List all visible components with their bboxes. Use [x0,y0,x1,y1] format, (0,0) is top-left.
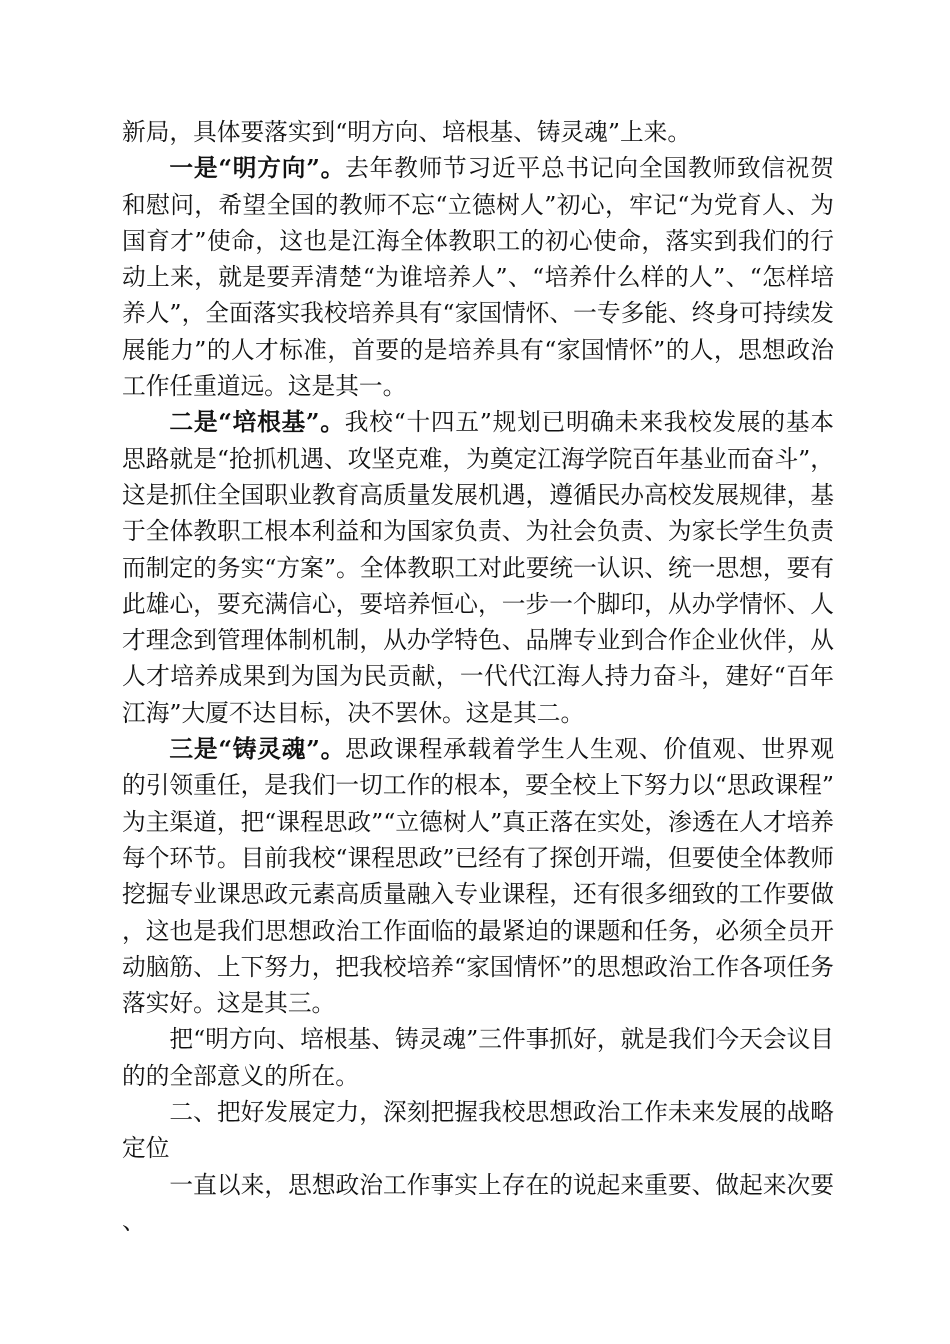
paragraph-text: 新局，具体要落实到“明方向、培根基、铸灵魂”上来。 [122,118,692,146]
paragraph-continuation [122,114,834,150]
paragraph-point-two [122,404,834,731]
heading-text: 二、把好发展定力，深刻把握我校思想政治工作未来发展的战略定位 [122,1098,834,1163]
paragraph-text: 一直以来，思想政治工作事实上存在的说起来重要、做起来次要、 [122,1170,834,1235]
paragraph-point-three [122,731,834,1021]
paragraph-text: 我校“十四五”规划已明确未来我校发展的基本思路就是“抢抓机遇、攻坚克难，为奠定江海学院百年基业而奋斗”，这是抓住全国职业教育高质量发展机遇，遵循民办高校发展规律，基于全体教职工根本利益和为国家负责、为社会负责、为家长学生负责而制定的务实“方案”。全体教职工对此要统一认识、统一思想，要有此雄心，要充满信心，要培养恒心，一步一个脚印，从办学情怀、人才理念到管理体制机制，从办学特色、品牌专业到合作企业伙伴，从人才培养成果到为国为民贡献，一代代江海人持力奋斗，建好“百年江海”大厦不达目标，决不罢休。这是其二。 [122,408,834,727]
paragraph-summary [122,1021,834,1094]
paragraph-lead: 二是“培根基”。 [169,408,345,437]
paragraph-text: 把“明方向、培根基、铸灵魂”三件事抓好，就是我们今天会议目的的全部意义的所在。 [122,1025,834,1090]
section-heading [122,1094,834,1167]
document-page [122,114,834,1239]
paragraph-point-one [122,150,834,404]
paragraph-lead: 三是“铸灵魂”。 [169,735,346,764]
paragraph-text: 去年教师节习近平总书记向全国教师致信祝贺和慰问，希望全国的教师不忘“立德树人”初心，牢记“为党育人、为国育才”使命，这也是江海全体教职工的初心使命，落实到我们的行动上来，就是要弄清楚“为谁培养人”、“培养什么样的人”、“怎样培养人”，全面落实我校培养具有“家国情怀、一专多能、终身可持续发展能力”的人才标准，首要的是培养具有“家国情怀”的人，思想政治工作任重道远。这是其一。 [122,154,834,401]
paragraph-section-two-intro [122,1167,834,1240]
paragraph-text: 思政课程承载着学生人生观、价值观、世界观的引领重任，是我们一切工作的根本，要全校上下努力以“思政课程”为主渠道，把“课程思政”“立德树人”真正落在实处，渗透在人才培养每个环节。目前我校“课程思政”已经有了探创开端，但要使全体教师挖掘专业课思政元素高质量融入专业课程，还有很多细致的工作要做，这也是我们思想政治工作面临的最紧迫的课题和任务，必须全员开动脑筋、上下努力，把我校培养“家国情怀”的思想政治工作各项任务落实好。这是其三。 [122,735,834,1018]
paragraph-lead: 一是“明方向”。 [169,154,346,183]
